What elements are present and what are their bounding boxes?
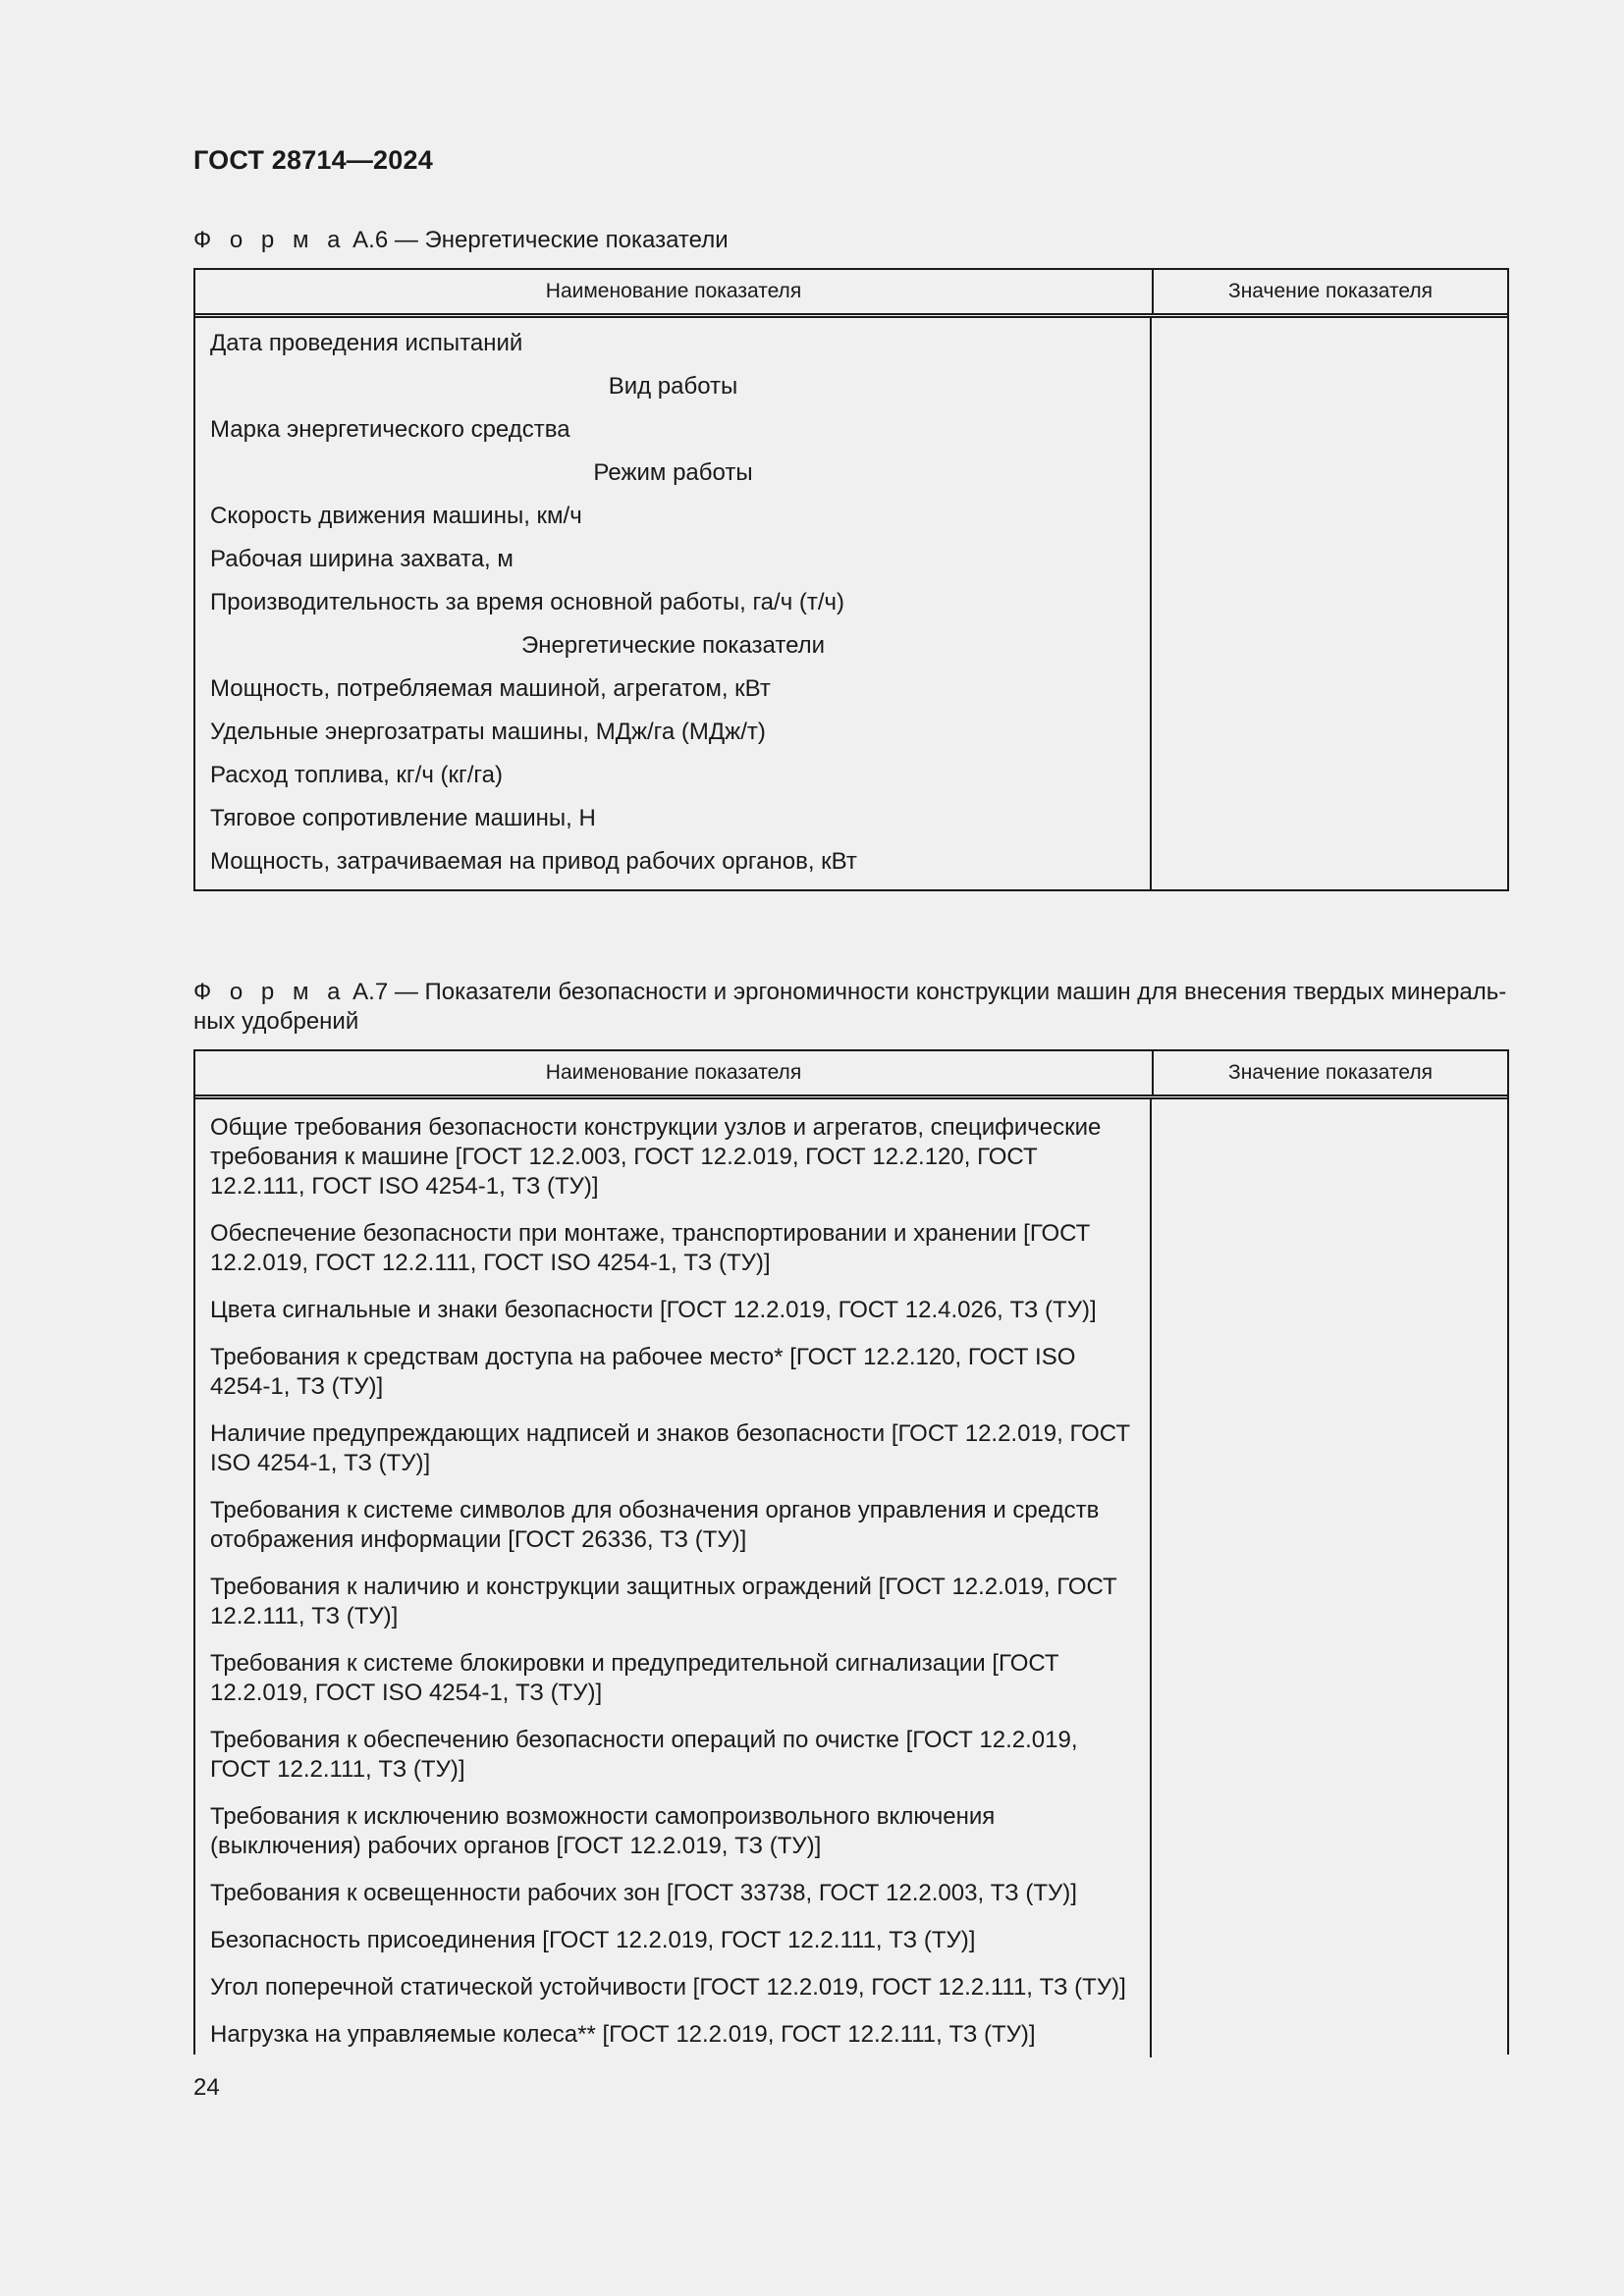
table-row: Мощность, затрачиваемая на привод рабочих органов, кВт <box>210 848 857 875</box>
form-a7-caption <box>193 978 1509 1037</box>
form-a6-caption-text: А.6 — Энергетические показатели <box>352 227 729 253</box>
form-a7-value-column <box>1152 1099 1507 2057</box>
table-row: Расход топлива, кг/ч (кг/га) <box>210 762 503 788</box>
table-row: Наличие предупреждающих надписей и знаков безопасности [ГОСТ 12.2.019, ГОСТ ISO 4254-1, ТЗ (ТУ)] <box>210 1420 1130 1476</box>
form-a6-caption-prefix: Ф о р м а <box>193 227 347 253</box>
form-a7-table-header <box>195 1051 1507 1099</box>
table-row: Мощность, потребляемая машиной, агрегатом, кВт <box>210 675 771 702</box>
form-a7-col-value: Значение показателя <box>1228 1061 1433 1084</box>
table-row: Марка энергетического средства <box>210 416 570 443</box>
form-a6-table-body <box>195 318 1507 889</box>
table-section-heading: Энергетические показатели <box>520 632 826 659</box>
form-a7-col-name: Наименование показателя <box>195 1051 1154 1095</box>
form-a7-caption-prefix: Ф о р м а <box>193 979 347 1005</box>
table-row: Производительность за время основной работы, га/ч (т/ч) <box>210 589 845 615</box>
table-row: Требования к обеспечению безопасности операций по очистке [ГОСТ 12.2.019, ГОСТ 12.2.111, ТЗ (ТУ)] <box>210 1727 1078 1783</box>
table-section-heading: Вид работы <box>608 373 738 400</box>
document-header: ГОСТ 28714—2024 <box>193 145 433 175</box>
table-row: Обеспечение безопасности при монтаже, транспортировании и хранении [ГОСТ 12.2.019, ГОСТ 12.2.111, ГОСТ ISO 4254-1, ТЗ (ТУ)] <box>210 1220 1091 1276</box>
form-a6-value-column <box>1152 318 1507 889</box>
table-row: Дата проведения испытаний <box>210 330 523 356</box>
form-a6-table <box>193 268 1509 891</box>
table-row: Угол поперечной статической устойчивости [ГОСТ 12.2.019, ГОСТ 12.2.111, ТЗ (ТУ)] <box>210 1974 1126 2001</box>
table-row: Требования к исключению возможности самопроизвольного включения (выключения) рабочих органов [ГОСТ 12.2.019, ТЗ (ТУ)] <box>210 1803 996 1859</box>
table-row: Тяговое сопротивление машины, Н <box>210 805 596 831</box>
table-row: Удельные энергозатраты машины, МДж/га (МДж/т) <box>210 719 766 745</box>
form-a6-table-header <box>195 270 1507 318</box>
table-row: Требования к освещенности рабочих зон [ГОСТ 33738, ГОСТ 12.2.003, ТЗ (ТУ)] <box>210 1880 1077 1906</box>
form-a7-table <box>193 1049 1509 2055</box>
table-row: Требования к наличию и конструкции защитных ограждений [ГОСТ 12.2.019, ГОСТ 12.2.111, ТЗ (ТУ)] <box>210 1574 1117 1629</box>
table-row: Нагрузка на управляемые колеса** [ГОСТ 12.2.019, ГОСТ 12.2.111, ТЗ (ТУ)] <box>210 2021 1036 2048</box>
form-a6-col-name: Наименование показателя <box>195 270 1154 313</box>
table-row: Требования к системе блокировки и предупредительной сигнализации [ГОСТ 12.2.019, ГОСТ ISO 4254-1, ТЗ (ТУ)] <box>210 1650 1059 1706</box>
form-a7-table-body <box>195 1099 1507 2057</box>
table-row: Рабочая ширина захвата, м <box>210 546 514 572</box>
table-row: Безопасность присоединения [ГОСТ 12.2.019, ГОСТ 12.2.111, ТЗ (ТУ)] <box>210 1927 976 1953</box>
table-row: Общие требования безопасности конструкции узлов и агрегатов, специфические требования к машине [ГОСТ 12.2.003, ГОСТ 12.2.019, ГОСТ 12.2.120, ГОСТ 12.2.111, ГОСТ ISO 4254-1, ТЗ (ТУ)] <box>210 1114 1102 1200</box>
page-number: 24 <box>193 2074 220 2101</box>
table-row: Требования к системе символов для обозначения органов управления и средств отображения информации [ГОСТ 26336, ТЗ (ТУ)] <box>210 1497 1100 1553</box>
table-section-heading: Режим работы <box>593 459 753 486</box>
form-a7-caption-text-line2: ных удобрений <box>193 1008 359 1035</box>
table-row: Скорость движения машины, км/ч <box>210 503 582 529</box>
form-a6-col-value: Значение показателя <box>1228 280 1433 302</box>
form-a7-caption-text: А.7 — Показатели безопасности и эргономичности конструкции машин для внесения твердых минераль- <box>352 979 1507 1005</box>
form-a6-caption <box>193 226 1509 255</box>
table-row: Цвета сигнальные и знаки безопасности [ГОСТ 12.2.019, ГОСТ 12.4.026, ТЗ (ТУ)] <box>210 1297 1097 1323</box>
table-row: Требования к средствам доступа на рабочее место* [ГОСТ 12.2.120, ГОСТ ISO 4254-1, ТЗ (ТУ)] <box>210 1344 1076 1400</box>
